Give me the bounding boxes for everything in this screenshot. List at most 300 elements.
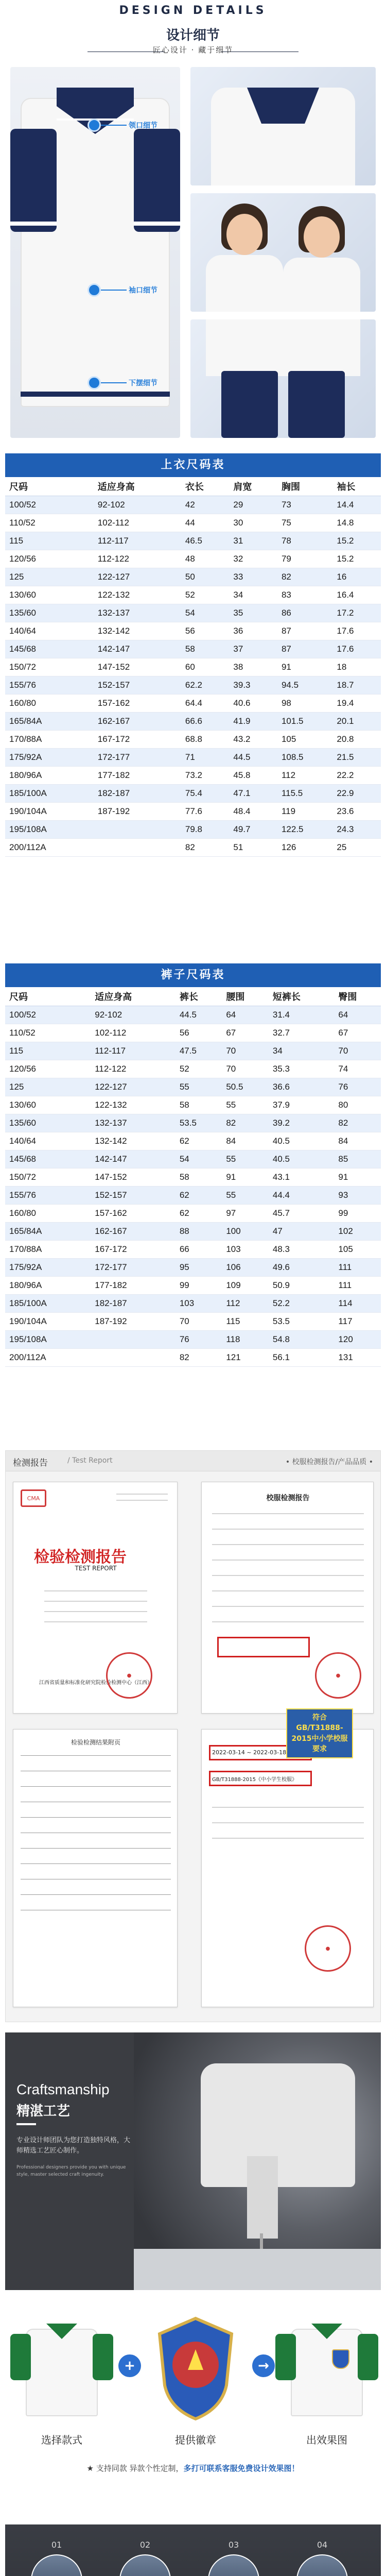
table-cell: 103 bbox=[222, 1240, 269, 1258]
table-cell: 54 bbox=[176, 1150, 222, 1168]
table-cell: 157-162 bbox=[91, 1204, 176, 1222]
table-cell: 34 bbox=[269, 1042, 335, 1060]
report-right-caption: • 校服检测报告/产品品质 • bbox=[285, 1458, 373, 1466]
table-cell: 132-142 bbox=[94, 622, 181, 640]
dress-item-circle[interactable] bbox=[208, 2554, 259, 2576]
table-cell: 79 bbox=[277, 550, 332, 568]
table-cell: 48 bbox=[181, 550, 230, 568]
col-hip: 臀围 bbox=[334, 987, 381, 1006]
table-row bbox=[5, 1330, 381, 1348]
table-cell: 62 bbox=[176, 1186, 222, 1204]
table-cell: 32.7 bbox=[269, 1024, 335, 1042]
table-cell: 39.2 bbox=[269, 1114, 335, 1132]
table-cell: 36 bbox=[229, 622, 277, 640]
craftsmanship-section bbox=[5, 2032, 381, 2290]
col-size: 尺码 bbox=[5, 987, 91, 1006]
table-cell: 177-182 bbox=[91, 1276, 176, 1294]
table-cell: 43.2 bbox=[229, 730, 277, 748]
table-cell: 112-117 bbox=[91, 1042, 176, 1060]
table-row bbox=[5, 1060, 381, 1078]
table-cell: 76 bbox=[176, 1330, 222, 1348]
table-cell: 167-172 bbox=[94, 730, 181, 748]
table-cell: 45.8 bbox=[229, 766, 277, 784]
table-cell: 58 bbox=[181, 640, 230, 658]
doc-line bbox=[212, 1544, 364, 1545]
effect-right-sleeve bbox=[358, 2334, 378, 2380]
table-cell: 64.4 bbox=[181, 694, 230, 712]
table-cell: 86 bbox=[277, 604, 332, 622]
table-cell: 99 bbox=[176, 1276, 222, 1294]
table-cell: 112 bbox=[222, 1294, 269, 1312]
report2-title: 校服检测报告 bbox=[266, 1494, 310, 1502]
table-row bbox=[5, 802, 381, 820]
table-cell: 39.3 bbox=[229, 676, 277, 694]
table-cell: 132-142 bbox=[91, 1132, 176, 1150]
table-cell: 94.5 bbox=[277, 676, 332, 694]
col-height: 适应身高 bbox=[91, 987, 176, 1006]
table-cell: 97 bbox=[222, 1204, 269, 1222]
table-cell: 135/60 bbox=[5, 604, 94, 622]
table-cell: 64 bbox=[334, 1006, 381, 1024]
polo-body bbox=[26, 2329, 98, 2416]
dress-item-circle[interactable] bbox=[31, 2554, 82, 2576]
col-sleeve: 袖长 bbox=[332, 477, 381, 496]
table-cell: 52 bbox=[181, 586, 230, 604]
table-cell: 55 bbox=[222, 1186, 269, 1204]
table-cell: 85 bbox=[334, 1150, 381, 1168]
table-cell: 115.5 bbox=[277, 784, 332, 802]
table-cell: 50.5 bbox=[222, 1078, 269, 1096]
table-row bbox=[5, 766, 381, 784]
uniform-photo bbox=[10, 67, 180, 438]
table-cell: 147-152 bbox=[91, 1168, 176, 1186]
table-cell: 122-127 bbox=[91, 1078, 176, 1096]
doc-line bbox=[116, 1500, 168, 1501]
table-cell: 87 bbox=[277, 622, 332, 640]
table-cell: 20.1 bbox=[332, 712, 381, 730]
table-cell: 55 bbox=[176, 1078, 222, 1096]
table-cell: 49.7 bbox=[229, 820, 277, 838]
craft-title-cn: 精湛工艺 bbox=[16, 2104, 71, 2119]
table-cell: 112-122 bbox=[94, 550, 181, 568]
test-report-section bbox=[5, 1450, 381, 2022]
table-cell: 80 bbox=[334, 1096, 381, 1114]
table-cell: 16.4 bbox=[332, 586, 381, 604]
dress-item-number: 01 bbox=[51, 2540, 62, 2550]
dress-item-circle[interactable] bbox=[296, 2554, 348, 2576]
table-row bbox=[5, 604, 381, 622]
table-cell: 108.5 bbox=[277, 748, 332, 766]
table-cell: 93 bbox=[334, 1186, 381, 1204]
table-row bbox=[5, 676, 381, 694]
table-cell: 114 bbox=[334, 1294, 381, 1312]
table-cell: 18 bbox=[332, 658, 381, 676]
table-cell: 152-157 bbox=[91, 1186, 176, 1204]
table-cell: 14.4 bbox=[332, 496, 381, 514]
craft-divider bbox=[16, 2123, 36, 2125]
table-row bbox=[5, 1222, 381, 1240]
table-cell: 82 bbox=[176, 1348, 222, 1366]
table-cell: 95 bbox=[176, 1258, 222, 1276]
table-row bbox=[5, 730, 381, 748]
table-cell: 84 bbox=[222, 1132, 269, 1150]
table-cell: 33 bbox=[229, 568, 277, 586]
table-cell: 70 bbox=[176, 1312, 222, 1330]
table-cell: 45.7 bbox=[269, 1204, 335, 1222]
compliance-note: 符合GB/T31888-2015中小学校服要求 bbox=[286, 1708, 353, 1758]
header-title-en: DESIGN DETAILS bbox=[119, 4, 267, 17]
table-cell: 48.4 bbox=[229, 802, 277, 820]
table-cell: 115 bbox=[5, 532, 94, 550]
table-row bbox=[5, 658, 381, 676]
table-cell: 25 bbox=[332, 838, 381, 856]
table-row bbox=[5, 640, 381, 658]
table-cell: 58 bbox=[176, 1168, 222, 1186]
table-cell: 180/96A bbox=[5, 1276, 91, 1294]
left-leg bbox=[221, 371, 278, 438]
table-cell: 42 bbox=[181, 496, 230, 514]
table-cell: 35.3 bbox=[269, 1060, 335, 1078]
effect-left-sleeve bbox=[275, 2334, 296, 2380]
table-cell: 177-182 bbox=[94, 766, 181, 784]
effect-badge-icon bbox=[332, 2349, 349, 2369]
custom-note bbox=[5, 2463, 381, 2473]
craft-description: 专业设计师团队为您打造独特风格，大师精选工艺匠心制作。 bbox=[16, 2137, 131, 2155]
report-doc-title: 检验检测报告 bbox=[34, 1548, 127, 1566]
table-cell: 73 bbox=[277, 496, 332, 514]
table-cell: 82 bbox=[181, 838, 230, 856]
table-cell: 17.6 bbox=[332, 622, 381, 640]
table-cell: 82 bbox=[222, 1114, 269, 1132]
table-cell: 82 bbox=[277, 568, 332, 586]
table-cell: 150/72 bbox=[5, 1168, 91, 1186]
pants-size-chart-title: 裤子尺码表 bbox=[5, 963, 381, 987]
table-cell: 91 bbox=[334, 1168, 381, 1186]
table-row bbox=[5, 1168, 381, 1186]
table-cell: 99 bbox=[334, 1204, 381, 1222]
sewing-machine-arm bbox=[247, 2156, 278, 2239]
table-cell: 70 bbox=[222, 1060, 269, 1078]
table-cell: 105 bbox=[334, 1240, 381, 1258]
table-cell: 47 bbox=[269, 1222, 335, 1240]
col-chest: 胸围 bbox=[277, 477, 332, 496]
table-cell: 82 bbox=[334, 1114, 381, 1132]
step-label-badge: 提供徽章 bbox=[175, 2434, 216, 2446]
table-cell: 122-127 bbox=[94, 568, 181, 586]
table-cell: 51 bbox=[229, 838, 277, 856]
col-shorts-length: 短裤长 bbox=[269, 987, 335, 1006]
table-cell: 120/56 bbox=[5, 550, 94, 568]
table-cell: 18.7 bbox=[332, 676, 381, 694]
table-cell: 111 bbox=[334, 1276, 381, 1294]
table-cell: 14.8 bbox=[332, 514, 381, 532]
table-cell: 38 bbox=[229, 658, 277, 676]
table-row bbox=[5, 1042, 381, 1060]
collar-detail-label: 领口细节 bbox=[129, 122, 157, 130]
table-cell: 162-167 bbox=[94, 712, 181, 730]
table-cell: 43.1 bbox=[269, 1168, 335, 1186]
table-cell: 55 bbox=[222, 1150, 269, 1168]
table-cell: 79.8 bbox=[181, 820, 230, 838]
table-cell: 92-102 bbox=[94, 496, 181, 514]
table-cell: 22.9 bbox=[332, 784, 381, 802]
table-row bbox=[5, 622, 381, 640]
dress-item-circle[interactable] bbox=[119, 2554, 171, 2576]
table-cell: 185/100A bbox=[5, 784, 94, 802]
doc-line bbox=[21, 1786, 171, 1787]
table-cell: 122-132 bbox=[91, 1096, 176, 1114]
table-cell: 98 bbox=[277, 694, 332, 712]
table-cell: 106 bbox=[222, 1258, 269, 1276]
craft-title-en: Craftsmanship bbox=[16, 2081, 110, 2097]
table-row bbox=[5, 1132, 381, 1150]
table-cell: 83 bbox=[277, 586, 332, 604]
header-subtitle: 匠心设计 · 藏于细节 bbox=[152, 45, 234, 55]
doc-line bbox=[21, 1863, 171, 1864]
table-cell: 56 bbox=[176, 1024, 222, 1042]
table-cell bbox=[91, 1348, 176, 1366]
table-cell: 102 bbox=[334, 1222, 381, 1240]
table-cell: 132-137 bbox=[94, 604, 181, 622]
table-row bbox=[5, 1204, 381, 1222]
table-row bbox=[5, 1276, 381, 1294]
report-doc-en: TEST REPORT bbox=[75, 1565, 117, 1572]
table-cell: 101.5 bbox=[277, 712, 332, 730]
doc-line bbox=[21, 1848, 171, 1849]
table-cell: 145/68 bbox=[5, 1150, 91, 1168]
table-cell: 195/108A bbox=[5, 820, 94, 838]
arrow-icon: → bbox=[252, 2354, 275, 2377]
table-cell: 56.1 bbox=[269, 1348, 335, 1366]
cloth-image bbox=[134, 2249, 381, 2290]
collar-pin-line bbox=[101, 125, 127, 126]
table-cell: 40.6 bbox=[229, 694, 277, 712]
step-label-effect: 出效果图 bbox=[306, 2434, 347, 2446]
table-cell: 62 bbox=[176, 1204, 222, 1222]
col-pants-length: 裤长 bbox=[176, 987, 222, 1006]
cma-logo-icon: CMA bbox=[21, 1489, 46, 1507]
table-cell: 91 bbox=[222, 1168, 269, 1186]
kid2-shirt bbox=[283, 258, 360, 312]
table-cell: 130/60 bbox=[5, 1096, 91, 1114]
table-cell: 152-157 bbox=[94, 676, 181, 694]
table-row bbox=[5, 1348, 381, 1366]
table-cell: 40.5 bbox=[269, 1150, 335, 1168]
sleeve-pin-icon bbox=[87, 283, 101, 297]
pants-size-table bbox=[5, 987, 381, 1367]
table-cell: 119 bbox=[277, 802, 332, 820]
official-seal-icon: ● bbox=[315, 1652, 361, 1699]
table-cell: 40.5 bbox=[269, 1132, 335, 1150]
table-cell: 125 bbox=[5, 1078, 91, 1096]
effect-image bbox=[275, 2308, 378, 2427]
table-cell: 102-112 bbox=[91, 1024, 176, 1042]
table-cell: 92-102 bbox=[91, 1006, 176, 1024]
table-cell: 73.2 bbox=[181, 766, 230, 784]
table-cell: 15.2 bbox=[332, 550, 381, 568]
table-row bbox=[5, 784, 381, 802]
doc-line bbox=[44, 1590, 147, 1591]
header-title-cn: 设计细节 bbox=[166, 28, 220, 43]
report-date: 2022-03-14 ~ 2022-03-18 bbox=[212, 1749, 287, 1756]
table-cell: 142-147 bbox=[94, 640, 181, 658]
table-cell: 170/88A bbox=[5, 1240, 91, 1258]
effect-polo-body bbox=[291, 2329, 363, 2416]
table-row bbox=[5, 1240, 381, 1258]
top-size-chart bbox=[5, 453, 381, 857]
col-waist: 腰围 bbox=[222, 987, 269, 1006]
table-cell: 34 bbox=[229, 586, 277, 604]
report-result-doc bbox=[201, 1482, 374, 1714]
table-row bbox=[5, 586, 381, 604]
kids-photo bbox=[190, 193, 376, 312]
table-cell: 58 bbox=[176, 1096, 222, 1114]
table-row bbox=[5, 820, 381, 838]
sleeve-detail-label: 袖口细节 bbox=[129, 286, 157, 295]
table-cell: 115 bbox=[222, 1312, 269, 1330]
table-cell: 88 bbox=[176, 1222, 222, 1240]
table-cell: 24.3 bbox=[332, 820, 381, 838]
table-cell: 165/84A bbox=[5, 712, 94, 730]
table-cell: 172-177 bbox=[94, 748, 181, 766]
table-cell: 44.4 bbox=[269, 1186, 335, 1204]
table-cell: 50 bbox=[181, 568, 230, 586]
table-cell: 55 bbox=[222, 1096, 269, 1114]
table-row bbox=[5, 550, 381, 568]
table-cell: 20.8 bbox=[332, 730, 381, 748]
table-cell: 190/104A bbox=[5, 1312, 91, 1330]
doc-line bbox=[212, 1513, 364, 1514]
pants-table-header bbox=[5, 987, 381, 1006]
shield-badge-icon bbox=[144, 2308, 247, 2427]
table-cell: 29 bbox=[229, 496, 277, 514]
report-conclusion-doc bbox=[201, 1729, 374, 2007]
table-row bbox=[5, 568, 381, 586]
table-cell: 54 bbox=[181, 604, 230, 622]
report-table-doc bbox=[13, 1729, 178, 2007]
table-cell: 37 bbox=[229, 640, 277, 658]
table-cell: 87 bbox=[277, 640, 332, 658]
report-title-en: / Test Report bbox=[67, 1456, 113, 1465]
table-cell: 31 bbox=[229, 532, 277, 550]
table-cell: 130/60 bbox=[5, 586, 94, 604]
sleeve-pin-line bbox=[101, 290, 127, 291]
table-cell: 195/108A bbox=[5, 1330, 91, 1348]
table-cell: 31.4 bbox=[269, 1006, 335, 1024]
table-cell: 75.4 bbox=[181, 784, 230, 802]
table-cell: 187-192 bbox=[94, 802, 181, 820]
report-standard: GB/T31888-2015《中小学生校服》 bbox=[212, 1777, 297, 1783]
table-cell: 110/52 bbox=[5, 1024, 91, 1042]
table-cell: 62 bbox=[176, 1132, 222, 1150]
table-cell: 145/68 bbox=[5, 640, 94, 658]
polo-left-sleeve bbox=[10, 2334, 31, 2380]
table-cell: 155/76 bbox=[5, 676, 94, 694]
col-height: 适应身高 bbox=[94, 477, 181, 496]
doc-line bbox=[212, 1590, 364, 1591]
table-cell: 91 bbox=[277, 658, 332, 676]
table-cell: 46.5 bbox=[181, 532, 230, 550]
polo-style-image bbox=[10, 2308, 113, 2427]
table-cell: 22.2 bbox=[332, 766, 381, 784]
badge-image bbox=[144, 2308, 247, 2427]
table-row bbox=[5, 1096, 381, 1114]
table-cell: 15.2 bbox=[332, 532, 381, 550]
table-row bbox=[5, 514, 381, 532]
table-cell: 190/104A bbox=[5, 802, 94, 820]
left-cuff-stripe bbox=[10, 222, 57, 226]
table-cell: 70 bbox=[222, 1042, 269, 1060]
doc-line bbox=[212, 1838, 364, 1839]
doc-line bbox=[212, 1822, 364, 1823]
doc-line bbox=[44, 1601, 147, 1602]
table-cell: 160/80 bbox=[5, 1204, 91, 1222]
table-cell: 125 bbox=[5, 568, 94, 586]
table-cell: 66 bbox=[176, 1240, 222, 1258]
right-cuff-stripe bbox=[134, 222, 180, 226]
doc-line bbox=[212, 1606, 364, 1607]
table-row bbox=[5, 1006, 381, 1024]
table-cell: 68.8 bbox=[181, 730, 230, 748]
table-cell: 167-172 bbox=[91, 1240, 176, 1258]
table-cell: 105 bbox=[277, 730, 332, 748]
table-cell: 44 bbox=[181, 514, 230, 532]
table-cell: 102-112 bbox=[94, 514, 181, 532]
table-row bbox=[5, 1114, 381, 1132]
table-cell: 47.1 bbox=[229, 784, 277, 802]
table-cell: 17.6 bbox=[332, 640, 381, 658]
left-sleeve bbox=[10, 129, 57, 232]
table-cell: 47.5 bbox=[176, 1042, 222, 1060]
table-cell: 155/76 bbox=[5, 1186, 91, 1204]
table-cell: 135/60 bbox=[5, 1114, 91, 1132]
right-leg bbox=[288, 371, 345, 438]
table-cell: 16 bbox=[332, 568, 381, 586]
hem-band bbox=[21, 392, 170, 397]
table-cell: 60 bbox=[181, 658, 230, 676]
pants-photo bbox=[190, 319, 376, 438]
table-cell: 32 bbox=[229, 550, 277, 568]
collar-pin-icon bbox=[87, 118, 101, 132]
star-icon: ★ bbox=[86, 2464, 96, 2473]
report-bar bbox=[6, 1451, 380, 1471]
craft-description-en: Professional designers provide you with unique style, master selected craft ingenuity. bbox=[16, 2165, 126, 2177]
table-cell: 84 bbox=[334, 1132, 381, 1150]
doc-line bbox=[116, 1494, 168, 1495]
table-row bbox=[5, 532, 381, 550]
table-cell bbox=[94, 820, 181, 838]
table-cell: 77.6 bbox=[181, 802, 230, 820]
table-cell: 50.9 bbox=[269, 1276, 335, 1294]
table-cell: 185/100A bbox=[5, 1294, 91, 1312]
table-cell: 67 bbox=[334, 1024, 381, 1042]
table-cell: 150/72 bbox=[5, 658, 94, 676]
table-cell: 112 bbox=[277, 766, 332, 784]
plus-icon: + bbox=[118, 2354, 141, 2377]
table-cell: 165/84A bbox=[5, 1222, 91, 1240]
col-size: 尺码 bbox=[5, 477, 94, 496]
table-cell: 200/112A bbox=[5, 1348, 91, 1366]
table-cell: 131 bbox=[334, 1348, 381, 1366]
table-cell: 121 bbox=[222, 1348, 269, 1366]
table-cell: 126 bbox=[277, 838, 332, 856]
table-cell: 54.8 bbox=[269, 1330, 335, 1348]
table-cell: 200/112A bbox=[5, 838, 94, 856]
table-cell: 160/80 bbox=[5, 694, 94, 712]
dress-item-number: 02 bbox=[139, 2540, 151, 2550]
table-row bbox=[5, 1312, 381, 1330]
table-row bbox=[5, 1294, 381, 1312]
